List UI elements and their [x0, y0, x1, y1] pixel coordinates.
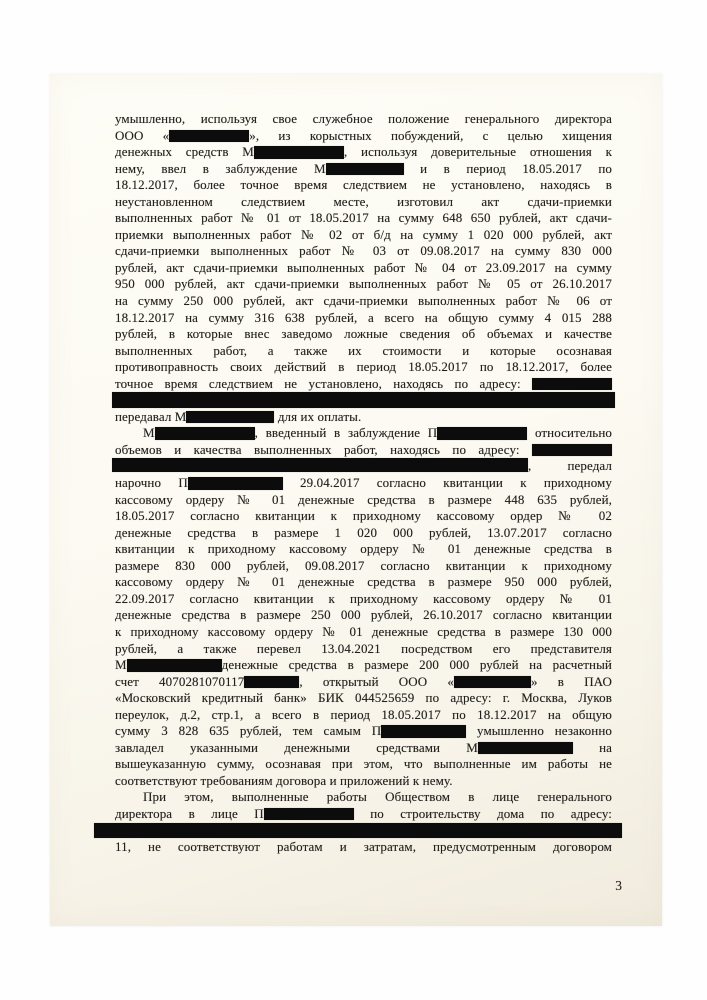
redaction-bar: [478, 742, 573, 755]
text-line: [115, 492, 612, 509]
text-segment: ООО «: [115, 127, 170, 143]
text-line: [115, 243, 612, 260]
text-segment: 950 000 рублей, акт сдачи-приемки выполненных работ № 05 от 26.10.2017: [115, 276, 612, 292]
text-line: [115, 458, 612, 475]
redaction-bar: [244, 676, 299, 689]
text-segment: денежных средств М: [115, 144, 254, 160]
text-segment: », из корыстных побуждений, с целью хищения: [249, 127, 613, 143]
document-page: [50, 74, 662, 926]
text-line: [115, 707, 612, 724]
text-segment: М: [143, 425, 155, 441]
redaction-bar: [264, 808, 354, 821]
text-segment: точное время следствием не установлено, находясь по адресу:: [115, 375, 532, 391]
text-line: [115, 624, 612, 641]
text-segment: «Московский кредитный банк» БИК 044525659 по адресу: г. Москва, Луков: [115, 690, 612, 706]
text-line: [115, 276, 612, 293]
text-line: [115, 525, 612, 542]
text-line: [115, 558, 612, 575]
text-line: [115, 111, 612, 128]
text-line: [115, 823, 612, 840]
text-line: [115, 641, 612, 658]
text-line: [115, 607, 612, 624]
redaction-bar: [188, 477, 283, 490]
text-line: [115, 376, 612, 393]
text-segment: директора в лице П: [115, 805, 264, 821]
text-line: [115, 177, 612, 194]
text-segment: вышеуказанную сумму, осознавая при этом, что выполненные им работы не: [115, 756, 612, 772]
page-number: 3: [615, 878, 622, 893]
text-line: [115, 227, 612, 244]
text-segment: кассовому ордеру № 01 денежные средства в размере 950 000 рублей,: [115, 574, 612, 590]
redaction-bar: [254, 146, 344, 159]
text-segment: 22.09.2017 согласно квитанции к приходному кассовому ордеру № 01: [115, 590, 612, 606]
text-line: [115, 144, 612, 161]
text-line: [115, 674, 612, 691]
text-segment: При этом, выполненные работы Обществом в лице генерального: [143, 789, 612, 805]
text-segment: квитанции к приходному кассовому ордеру № 01 денежные средства в: [115, 541, 612, 557]
text-segment: , введенный в заблуждение П: [254, 425, 438, 441]
text-line: [115, 839, 612, 856]
text-segment: к приходному кассовому ордеру № 01 денежные средства в размере 130 000: [115, 623, 612, 639]
text-segment: М: [115, 657, 127, 673]
text-segment: 18.12.2017 на сумму 316 638 рублей, а всего на общую сумму 4 015 288: [115, 309, 612, 325]
text-segment: 18.05.2017 согласно квитанции к приходному кассовому ордер № 02: [115, 508, 612, 524]
redaction-bar: [532, 444, 612, 457]
text-line: [115, 210, 612, 227]
text-segment: выполненных работ № 01 от 18.05.2017 на сумму 648 650 рублей, акт сдачи-: [115, 210, 612, 226]
text-line: [115, 574, 612, 591]
text-block: [115, 111, 612, 856]
text-segment: нему, ввел в заблуждение М: [115, 160, 326, 176]
text-segment: денежные средства в размере 200 000 рублей на расчетный: [221, 657, 612, 673]
text-line: [115, 128, 612, 145]
redaction-bar: [127, 659, 222, 672]
text-line: [115, 508, 612, 525]
redaction-bar: [112, 392, 615, 408]
text-segment: » в ПАО: [531, 673, 613, 689]
redaction-bar: [169, 130, 249, 143]
text-segment: 11, не соответствуют работам и затратам, предусмотренным договором: [115, 839, 612, 855]
text-segment: кассовому ордеру № 01 денежные средства в размере 448 635 рублей,: [115, 491, 612, 507]
text-line: [115, 425, 612, 442]
text-line: [115, 723, 612, 740]
text-line: [115, 310, 612, 327]
text-segment: по строительству дома по адресу:: [353, 805, 613, 821]
text-segment: соответствуют требованиям договора и приложений к нему.: [115, 772, 453, 788]
text-segment: для их оплаты.: [274, 408, 362, 424]
text-line: [115, 161, 612, 178]
text-segment: рублей, акт сдачи-приемки выполненных работ № 04 от 23.09.2017 на сумму: [115, 259, 612, 275]
text-line: [115, 740, 612, 757]
text-segment: передавал М: [115, 408, 187, 424]
redaction-bar: [437, 427, 527, 440]
redaction-bar: [454, 676, 531, 689]
text-line: [115, 591, 612, 608]
text-line: [115, 789, 612, 806]
redaction-bar: [532, 378, 612, 391]
text-segment: переулок, д.2, стр.1, а всего в период 18.05.2017 по 18.12.2017 на общую: [115, 706, 612, 722]
text-segment: размере 830 000 рублей, 09.08.2017 согласно квитанции к приходному: [115, 557, 612, 573]
redaction-bar: [155, 427, 255, 440]
text-segment: сдачи-приемки выполненных работ № 03 от 09.08.2017 на сумму 830 000: [115, 243, 612, 259]
text-line: [115, 541, 612, 558]
text-line: [115, 442, 612, 459]
text-line: [115, 773, 612, 790]
text-segment: 29.04.2017 согласно квитанции к приходному: [282, 475, 612, 491]
text-segment: объемов и качества выполненных работ, находясь по адресу:: [115, 441, 532, 457]
text-segment: денежные средства в размере 250 000 рублей, 26.10.2017 согласно квитанции: [115, 607, 612, 623]
text-line: [115, 260, 612, 277]
text-line: [115, 343, 612, 360]
text-segment: умышленно, используя свое служебное положение генерального директора: [115, 111, 612, 126]
redaction-bar: [186, 411, 274, 424]
text-segment: 18.12.2017, более точное время следствием не установлено, находясь в: [115, 177, 612, 193]
text-segment: неустановленном следствием месте, изготовил акт сдачи-приемки: [115, 193, 612, 209]
text-line: [115, 657, 612, 674]
text-segment: приемки выполненных работ № 02 от б/д на сумму 1 020 000 рублей, акт: [115, 226, 612, 242]
text-segment: , используя доверительные отношения к: [343, 144, 612, 160]
text-segment: выполненных работ, а также их стоимости и которые осознавая: [115, 342, 612, 358]
text-segment: счет 4070281070117: [115, 673, 245, 689]
text-segment: , передал: [528, 458, 612, 474]
text-segment: сумму 3 828 635 рублей, тем самым П: [115, 723, 382, 739]
text-segment: на: [572, 739, 612, 755]
text-segment: рублей, в которые внес заведомо ложные сведения об объемах и качестве: [115, 326, 612, 342]
text-line: [115, 756, 612, 773]
redaction-bar: [94, 823, 622, 838]
text-line: [115, 409, 612, 426]
text-line: [115, 690, 612, 707]
text-line: [115, 392, 612, 409]
redaction-bar: [381, 725, 466, 738]
text-line: [115, 293, 612, 310]
redaction-bar: [326, 163, 404, 176]
text-line: [115, 359, 612, 376]
redaction-bar: [112, 458, 528, 472]
text-line: [115, 475, 612, 492]
text-segment: и в период 18.05.2017 по: [403, 160, 612, 176]
text-segment: денежные средства в размере 1 020 000 рублей, 13.07.2017 согласно: [115, 524, 612, 540]
text-line: [115, 194, 612, 211]
text-segment: , открытый ООО «: [299, 673, 455, 689]
text-segment: нарочно П: [115, 475, 188, 491]
text-segment: относительно: [527, 425, 612, 441]
text-line: [115, 806, 612, 823]
text-segment: на сумму 250 000 рублей, акт сдачи-приемки выполненных работ № 06 от: [115, 293, 612, 309]
text-segment: умышленно незаконно: [466, 723, 612, 739]
text-segment: рублей, а также перевел 13.04.2021 посредством его представителя: [115, 640, 612, 656]
text-segment: завладел указанными денежными средствами М: [115, 739, 478, 755]
text-segment: противоправность своих действий в период 18.05.2017 по 18.12.2017, более: [115, 359, 612, 375]
text-line: [115, 326, 612, 343]
